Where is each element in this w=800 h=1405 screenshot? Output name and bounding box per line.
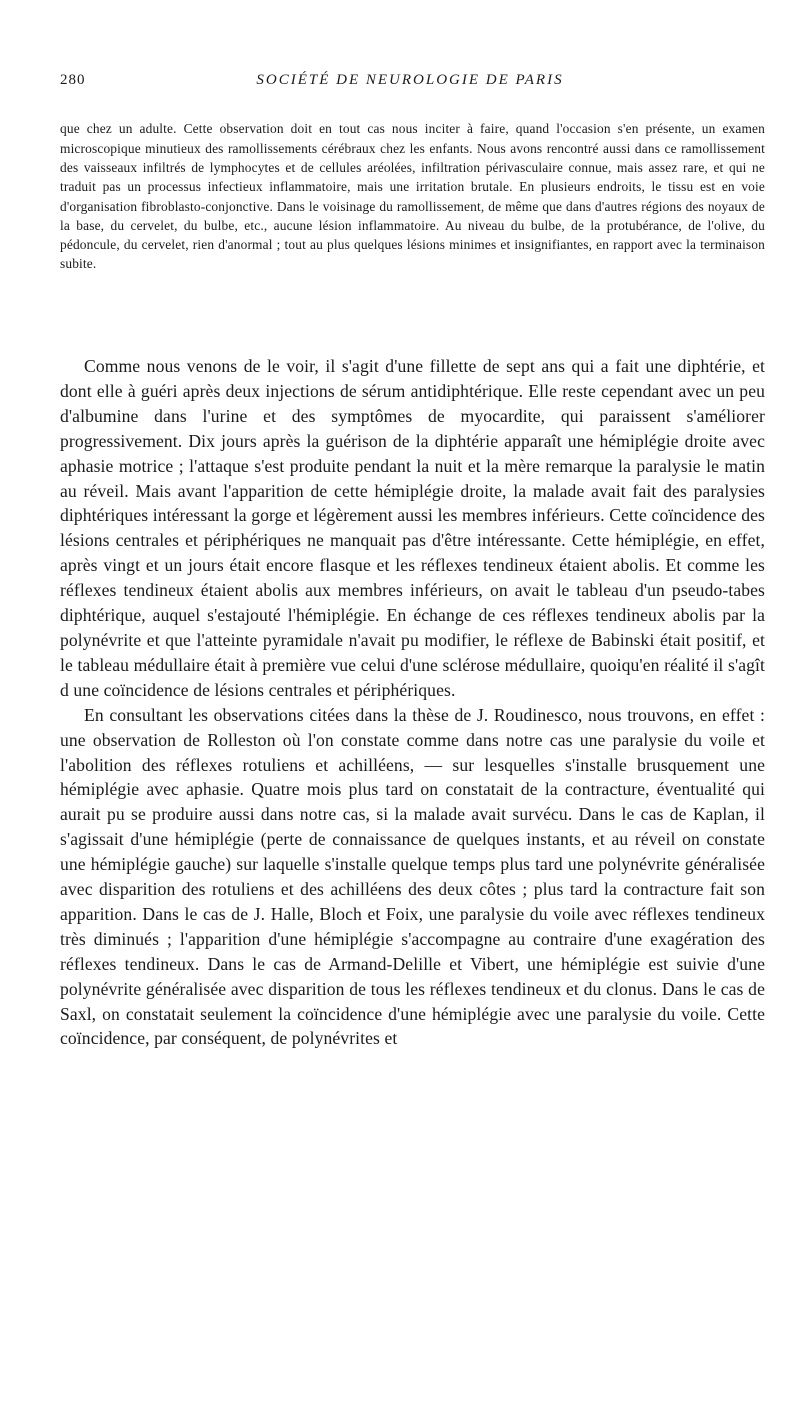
body-text <box>60 354 765 1051</box>
body-paragraph: En consultant les observations citées dans la thèse de J. Roudinesco, nous trouvons, en effet : une observation de Rolleston où l'on constate comme dans notre cas une paralysie du voile et l'abolition des réflexes rotuliens et achilléens, — sur lesquelles s'installe brusquement une hémiplégie avec aphasie. Quatre mois plus tard on constatait de la contracture, éventualité qui aurait pu se produire aussi dans notre cas, si la malade avait survécu. Dans le cas de Kaplan, il s'agissait d'une hémiplégie (perte de connaissance de quelques instants, et au réveil on constate une hémiplégie gauche) sur laquelle s'installe quelque temps plus tard une polynévrite généralisée avec disparition des rotuliens et des achilléens des deux côtes ; plus tard la contracture fait son apparition. Dans le cas de J. Halle, Bloch et Foix, une paralysie du voile avec réflexes tendineux très diminués ; l'apparition d'une hémiplégie s'accompagne au contraire d'une exagération des réflexes tendineux. Dans le cas de Armand-Delille et Vibert, une hémiplégie est suivie d'une polynévrite généralisée avec disparition de tous les réflexes tendineux et du clonus. Dans le cas de Saxl, on constatait seulement la coïncidence d'une hémiplégie avec une paralysie du voile. Cette coïncidence, par conséquent, de polynévrites et <box>60 704 765 1049</box>
small-print-paragraph: que chez un adulte. Cette observation doit en tout cas nous inciter à faire, quand l'occasion s'en présente, un examen microscopique minutieux des ramollissements cérébraux chez les enfants. Nous avons rencontré aussi dans ce ramollissement des vaisseaux infiltrés de lymphocytes et de cellules aréolées, infiltration périvasculaire connue, mais assez rare, et qui ne traduit pas un processus infectieux inflammatoire, mais une irritation brutale. En plusieurs endroits, le tissu est en voie d'organisation fibroblasto-conjonctive. Dans le voisinage du ramollissement, de même que dans d'autres régions des noyaux de la base, du cervelet, du bulbe, etc., aucune lésion inflammatoire. Au niveau du bulbe, de la protubérance, de l'olive, du pédoncule, du cervelet, rien d'anormal ; tout au plus quelques lésions minimes et insignifiantes, en rapport avec la terminaison subite. <box>60 121 765 272</box>
page-number: 280 <box>60 72 86 88</box>
body-paragraph: Comme nous venons de le voir, il s'agit d'une fillette de sept ans qui a fait une diphtérie, et dont elle à guéri après deux injections de sérum antidiphtérique. Elle reste cependant avec un peu d'albumine dans l'urine et des symptômes de myocardite, qui paraissent s'améliorer progressivement. Dix jours après la guérison de la diphtérie apparaît une hémiplégie droite avec aphasie motrice ; l'attaque s'est produite pendant la nuit et la mère remarque la paralysie le matin au réveil. Mais avant l'apparition de cette hémiplégie droite, la malade avait fait des paralysies diphtériques intéressant la gorge et légèrement aussi les membres inférieurs. Cette coïncidence des lésions centrales et périphériques ne manquait pas d'être intéressante. Cette hémiplégie, en effet, après vingt et un jours était encore flasque et les réflexes tendineux étaient abolis. Et comme les réflexes tendineux étaient abolis aux membres inférieurs, on avait le tableau d'un pseudo-tabes diphtérique, auquel s'estajouté l'hémiplégie. En échange de ces réflexes tendineux abolis par la polynévrite et que l'atteinte pyramidale n'avait pu modifier, le réflexe de Babinski était positif, et le tableau médullaire était à première vue celui d'une sclérose médullaire, quoiqu'en réalité il s'agît d une coïncidence de lésions centrales et périphériques. <box>60 356 765 700</box>
running-header <box>60 72 760 96</box>
journal-title: SOCIÉTÉ DE NEUROLOGIE DE PARIS <box>256 72 564 88</box>
